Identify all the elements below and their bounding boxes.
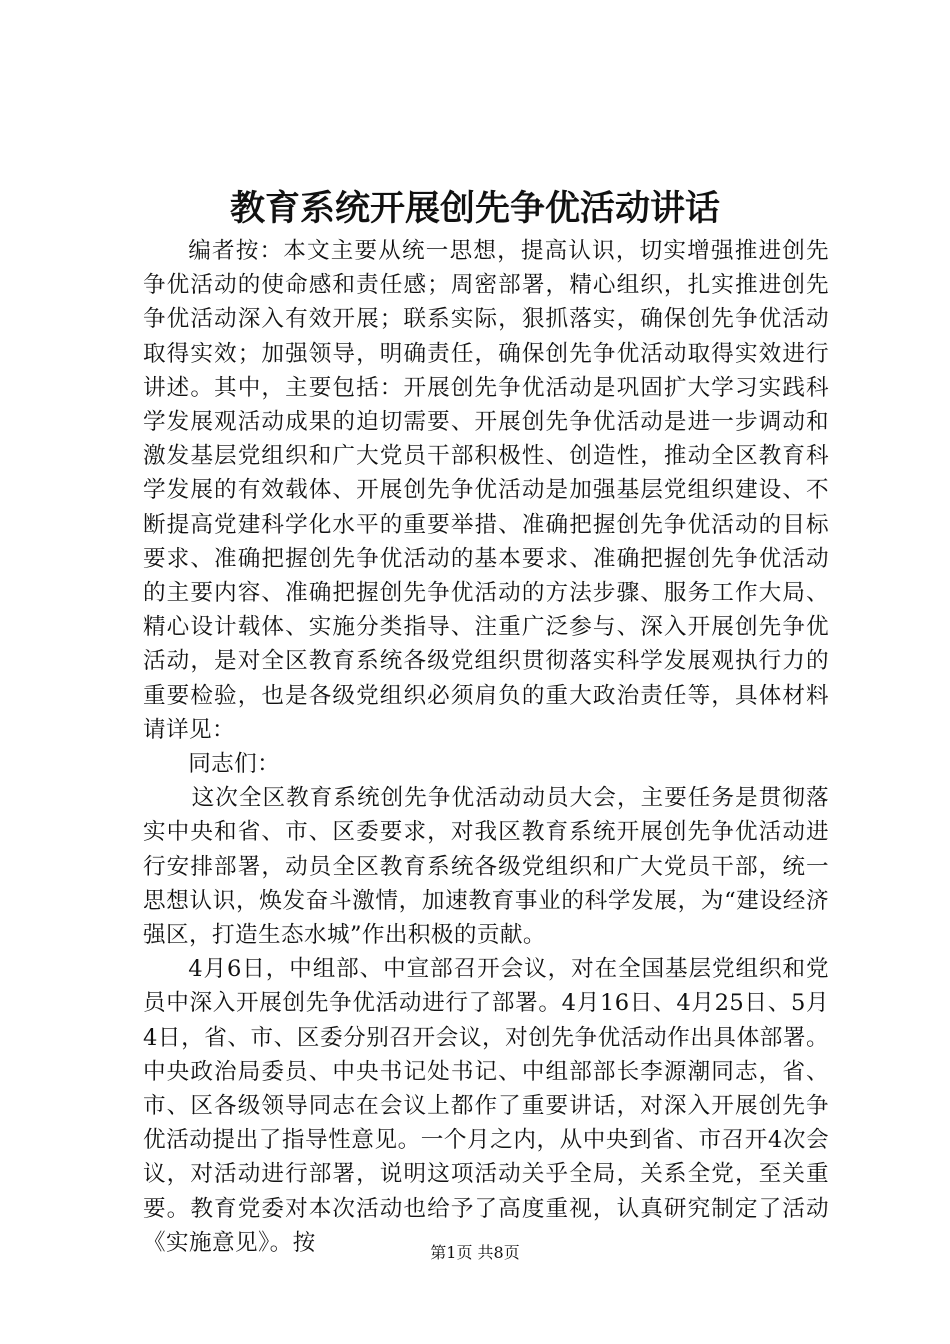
body-paragraph-1: 这次全区教育系统创先争优活动动员大会，主要任务是贯彻落实中央和省、市、区委要求，对我区教育系统开展创先争优活动进行安排部署，动员全区教育系统各级党组织和广大党员干部，统一思想认识，焕发奋斗激情，加速教育事业的科学发展，为“建设经济强区，打造生态水城”作出积极的贡献。: [143, 785, 829, 949]
document-body: [143, 234, 829, 1260]
body-paragraph-2: 4月6日，中组部、中宣部召开会议，对在全国基层党组织和党员中深入开展创先争优活动进行了部署。4月16日、4月25日、5月4日，省、市、区委分别召开会议，对创先争优活动作出具体部署。中央政治局委员、中央书记处书记、中组部部长李源潮同志，省、市、区各级领导同志在会议上都作了重要讲话，对深入开展创先争优活动提出了指导性意见。一个月之内，从中央到省、市召开4次会议，对活动进行部署，说明这项活动关乎全局，关系全党，至关重要。教育党委对本次活动也给予了高度重视，认真研究制定了活动《实施意见》。按: [143, 956, 829, 1256]
editor-note-paragraph: 编者按：本文主要从统一思想，提高认识，切实增强推进创先争优活动的使命感和责任感；周密部署，精心组织，扎实推进创先争优活动深入有效开展；联系实际，狠抓落实，确保创先争优活动取得实效；加强领导，明确责任，确保创先争优活动取得实效进行讲述。其中，主要包括：开展创先争优活动是巩固扩大学习实践科学发展观活动成果的迫切需要、开展创先争优活动是进一步调动和激发基层党组织和广大党员干部积极性、创造性，推动全区教育科学发展的有效载体、开展创先争优活动是加强基层党组织建设、不断提高党建科学化水平的重要举措、准确把握创先争优活动的目标要求、准确把握创先争优活动的基本要求、准确把握创先争优活动的主要内容、准确把握创先争优活动的方法步骤、服务工作大局、精心设计载体、实施分类指导、注重广泛参与、深入开展创先争优活动，是对全区教育系统各级党组织贯彻落实科学发展观执行力的重要检验，也是各级党组织必须肩负的重大政治责任等，具体材料请详见：: [143, 238, 829, 743]
page-number-footer: 第1页 共8页: [430, 1243, 520, 1262]
document-title: 教育系统开展创先争优活动讲话: [229, 188, 720, 229]
salutation-paragraph: 同志们：: [188, 751, 281, 778]
